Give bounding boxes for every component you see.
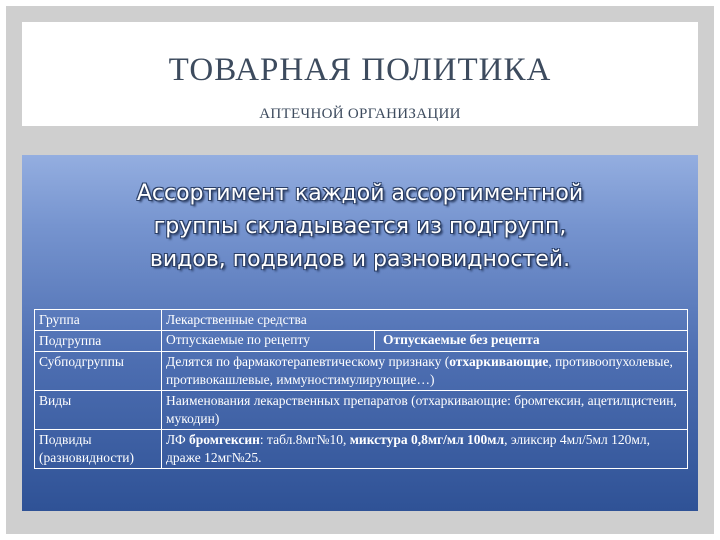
table-row bbox=[35, 430, 688, 469]
subgroup-split bbox=[166, 331, 683, 349]
row-label-subsubgroups: Субподгруппы bbox=[35, 352, 162, 391]
row-value-subkinds bbox=[162, 430, 688, 469]
subkinds-label-2: (разновидности) bbox=[39, 450, 134, 465]
assortment-table bbox=[34, 309, 688, 469]
subsubgroups-text-2: , противоопухолевые, противокашлевые, иммуностимулирующие…) bbox=[166, 354, 673, 387]
slide-subtitle: АПТЕЧНОЙ ОРГАНИЗАЦИИ bbox=[259, 106, 461, 122]
content-heading bbox=[22, 177, 698, 276]
heading-line-2: группы складывается из подгрупп, bbox=[153, 214, 567, 239]
table-row bbox=[35, 391, 688, 430]
row-label-kinds: Виды bbox=[35, 391, 162, 430]
row-label-subgroup: Подгруппа bbox=[35, 331, 162, 352]
row-label-subkinds bbox=[35, 430, 162, 469]
subkinds-text-3: , эликсир 4мл/5мл 120мл, драже 12мг№25. bbox=[166, 432, 651, 465]
subgroup-prescription: Отпускаемые по рецепту bbox=[166, 332, 310, 347]
heading-line-1: Ассортимент каждой ассортиментной bbox=[136, 181, 584, 206]
subsubgroups-text-1: Делятся по фармакотерапевтическому признаку ( bbox=[166, 354, 450, 369]
heading-line-3: видов, подвидов и разновидностей. bbox=[149, 247, 571, 272]
table-row bbox=[35, 310, 688, 331]
subkinds-text-2: : табл.8мг№10, bbox=[259, 432, 350, 447]
table-row bbox=[35, 352, 688, 391]
subkinds-text-1: ЛФ bbox=[166, 432, 190, 447]
subkinds-bold-1: бромгексин bbox=[189, 432, 260, 447]
slide-title: ТОВАРНАЯ ПОЛИТИКА bbox=[168, 52, 552, 88]
subsubgroups-text-bold: отхаркивающие bbox=[449, 354, 549, 369]
row-value-group: Лекарственные средства bbox=[162, 310, 688, 331]
row-value-subsubgroups bbox=[162, 352, 688, 391]
content-panel bbox=[22, 155, 698, 511]
subkinds-bold-2: микстура 0,8мг/мл 100мл bbox=[349, 432, 505, 447]
title-box bbox=[22, 22, 698, 126]
table-row bbox=[35, 331, 688, 352]
subgroup-otc: Отпускаемые без рецепта bbox=[374, 330, 683, 350]
row-value-kinds: Наименования лекарственных препаратов (отхаркивающие: бромгексин, ацетилцистеин, мукодин) bbox=[162, 391, 688, 430]
subkinds-label-1: Подвиды bbox=[39, 432, 92, 447]
row-value-subgroup bbox=[162, 331, 688, 352]
row-label-group: Группа bbox=[35, 310, 162, 331]
